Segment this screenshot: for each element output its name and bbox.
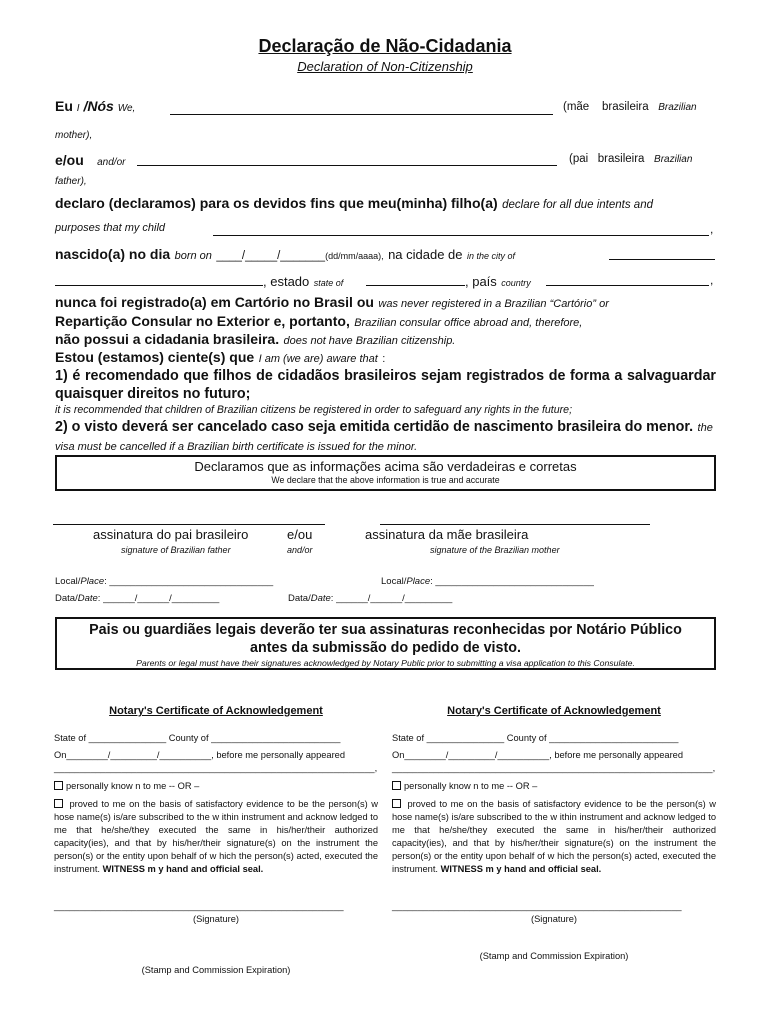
country-label: country [501,278,531,288]
reparticao-text: Repartição Consular no Exterior e, portanto, [55,313,350,329]
page-title: Declaração de Não-Cidadania [258,36,512,56]
on-date-field-right[interactable]: On________/_________/__________, before me personally appeared [392,750,684,760]
data-label: Data/ [55,593,78,604]
mae-text: (mãe [563,101,590,113]
stamp-label-left: (Stamp and Commission Expiration) [141,965,291,975]
in-city-label: in the city of [466,251,515,261]
father-signature-label: assinatura do pai brasileiro [93,527,249,542]
eou-line [55,152,125,170]
signatures-eou: e/ou [287,527,313,542]
estado-label: , estado [263,274,310,289]
personally-known-label-right: personally know n to me -- OR – [404,781,538,791]
estou-en-text: I am (we are) aware that [258,353,378,365]
estou-text: Estou (estamos) ciente(s) que [55,349,255,365]
declaration-pt: Declaramos que as informações acima são verdadeiras e corretas [194,459,577,474]
notary-requirement-box [55,617,716,670]
date-label-2: Date [310,593,331,604]
item-1-en: it is recommended that children of Brazilian citizens be registered in order to safeguard any rights in the future; [55,404,573,416]
mother-signature-label: assinatura da mãe brasileira [365,527,529,542]
born-on-label: born on [174,250,212,262]
birth-date-field[interactable]: ____/_____/_______ [216,250,326,262]
declaro-line [55,195,653,213]
notary-signature-field-left[interactable]: ________________________________________________________ [54,901,344,911]
date-format-label: (dd/mm/aaaa), [325,251,384,261]
estou-line [55,349,385,367]
nunca-line [55,294,609,312]
state-field[interactable] [366,285,465,286]
proved-text-right: proved to me on the basis of satisfactory evidence to be the person(s) w hose name(s) is/are subscribed to the w ithin instrument and acknow ledged to me that he/she/they executed the same in his/her/their authorized capacity(ies), and that by his/her/their signature(s) on the instrument the person(s) or the entity upon behalf of w hich the person(s) acted, executed the instrument. [392,799,716,874]
declare-en-text: declare for all due intents and [502,199,653,211]
child-name-field[interactable] [213,235,709,236]
mother-date-field[interactable] [288,593,452,604]
country-field[interactable] [546,285,709,286]
witness-text-left: WITNESS m y hand and official seal. [102,864,264,874]
we-label: We, [117,103,136,114]
date-blank: : ______/______/_________ [97,593,220,604]
comma-2: , [710,273,714,287]
father-label: father), [55,176,87,187]
andor-label: and/or [97,157,126,168]
state-county-field-right[interactable]: State of _______________ County of _________________________ [392,733,679,743]
father-signature-field[interactable] [53,524,325,525]
personally-known-checkbox-right[interactable] [392,781,401,790]
date-blank-2: : ______/______/_________ [330,593,453,604]
notary-requirement-pt: Pais ou guardiães legais deverão ter sua assinaturas reconhecidas por Notário Público antes da submissão do pedido de visto. [89,622,682,656]
declaration-box [55,455,716,491]
brasileira-text: brasileira [601,101,649,113]
state-county-field-left[interactable]: State of _______________ County of _________________________ [54,733,341,743]
page-subtitle: Declaration of Non-Citizenship [297,59,473,74]
local-blank-2: : ______________________________ [430,576,594,587]
local-label: Local/ [55,576,81,587]
eu-nos-line [55,98,135,114]
notary-requirement-en: Parents or legal must have their signatures acknowledged by Notary Public prior to submitting a visa application to this Consulate. [136,658,635,668]
parent-names-field[interactable] [170,114,553,115]
city-field[interactable] [609,259,715,260]
proved-checkbox-right[interactable] [392,799,401,808]
nunca-text: nunca foi registrado(a) em Cartório no Brasil ou [55,294,374,310]
local-blank: : _______________________________ [104,576,274,587]
second-parent-field[interactable] [137,165,557,166]
mother-place-field[interactable] [381,576,594,587]
mother-signature-field[interactable] [380,524,650,525]
place-label-2: Place [406,576,431,587]
notary-signature-field-right[interactable]: ________________________________________________________ [392,901,682,911]
na-cidade-label: na cidade de [388,247,463,262]
notary-heading-left: Notary's Certificate of Acknowledgement [109,705,323,717]
i-label: I [76,103,80,114]
estado-line [263,273,343,291]
comma-1: , [710,222,714,236]
signature-label-right: (Signature) [531,914,577,924]
pais-label: , país [465,274,497,289]
mother-label: mother), [55,130,93,141]
declaration-en: We declare that the above information is true and accurate [271,475,500,485]
nao-possui-line [55,331,455,349]
notary-certificate-left [54,705,378,977]
stamp-label-right: (Stamp and Commission Expiration) [479,951,629,961]
pais-line [465,273,531,291]
witness-text-right: WITNESS m y hand and official seal. [440,864,602,874]
birth-line [55,246,515,264]
brazilian-text: Brazilian [658,102,697,113]
brasileiro-text: brasileira [597,153,645,165]
nunca-en-text: was never registered in a Brazilian “Cartório” or [378,298,609,310]
proved-text-left: proved to me on the basis of satisfactory evidence to be the person(s) w hose name(s) is/are subscribed to the w ithin instrument and acknow ledged to me that he/she/they executed the same in his/her/their authorized capacity(ies), and that by his/her/their signature(s) on the instrument the person(s) or the entity upon behalf of w hich the person(s) acted, executed the instrument. [54,799,378,874]
personally-known-checkbox-left[interactable] [54,781,63,790]
nao-possui-en-text: does not have Brazilian citizenship. [283,335,456,347]
mae-brasileira-label [563,101,697,113]
father-place-field[interactable] [55,576,273,587]
data-label-2: Data/ [288,593,311,604]
place-label: Place [80,576,105,587]
reparticao-line [55,313,582,331]
state-of-label: state of [313,278,344,288]
notary-heading-right: Notary's Certificate of Acknowledgement [447,705,661,717]
declaro-text: declaro (declaramos) para os devidos fins que meu(minha) filho(a) [55,195,498,211]
father-signature-en: signature of Brazilian father [121,545,231,555]
signatures-andor: and/or [287,545,313,555]
item-2-block [55,418,716,456]
personally-known-label-left: personally know n to me -- OR – [66,781,200,791]
item-2-en: the visa must be cancelled if a Brazilian birth certificate is issued for the minor. [55,422,713,453]
pai-text: (pai [569,153,589,165]
signature-label-left: (Signature) [193,914,239,924]
notary-certificate-right [392,705,716,963]
pai-brasileiro-label [569,153,692,165]
brazilian-text-2: Brazilian [654,154,693,165]
item-2-pt: 2) o visto deverá ser cancelado caso seja emitida certidão de nascimento brasileira do menor. [55,419,694,435]
proved-checkbox-left[interactable] [54,799,63,808]
appeared-name-field-right[interactable]: ______________________________________________________________, [392,763,716,773]
purposes-label: purposes that my child [55,222,166,234]
mother-signature-en: signature of the Brazilian mother [430,545,560,555]
nao-possui-text: não possui a cidadania brasileira. [55,331,280,347]
date-label: Date [77,593,98,604]
nascido-label: nascido(a) no dia [55,246,171,262]
eu-label: Eu [55,98,73,114]
place-field[interactable] [55,285,263,286]
reparticao-en-text: Brazilian consular office abroad and, therefore, [354,317,583,329]
father-date-field[interactable] [55,593,219,604]
local-label-2: Local/ [381,576,407,587]
appeared-name-field-left[interactable]: ______________________________________________________________, [54,763,378,773]
item-1-pt: 1) é recomendado que filhos de cidadãos brasileiros sejam registrados de forma a salvaguardar quaisquer direitos no futuro; [55,368,716,402]
nos-label: /Nós [83,98,114,114]
estou-colon: : [382,353,386,365]
eou-label: e/ou [55,152,84,168]
on-date-field-left[interactable]: On________/_________/__________, before me personally appeared [54,750,346,760]
